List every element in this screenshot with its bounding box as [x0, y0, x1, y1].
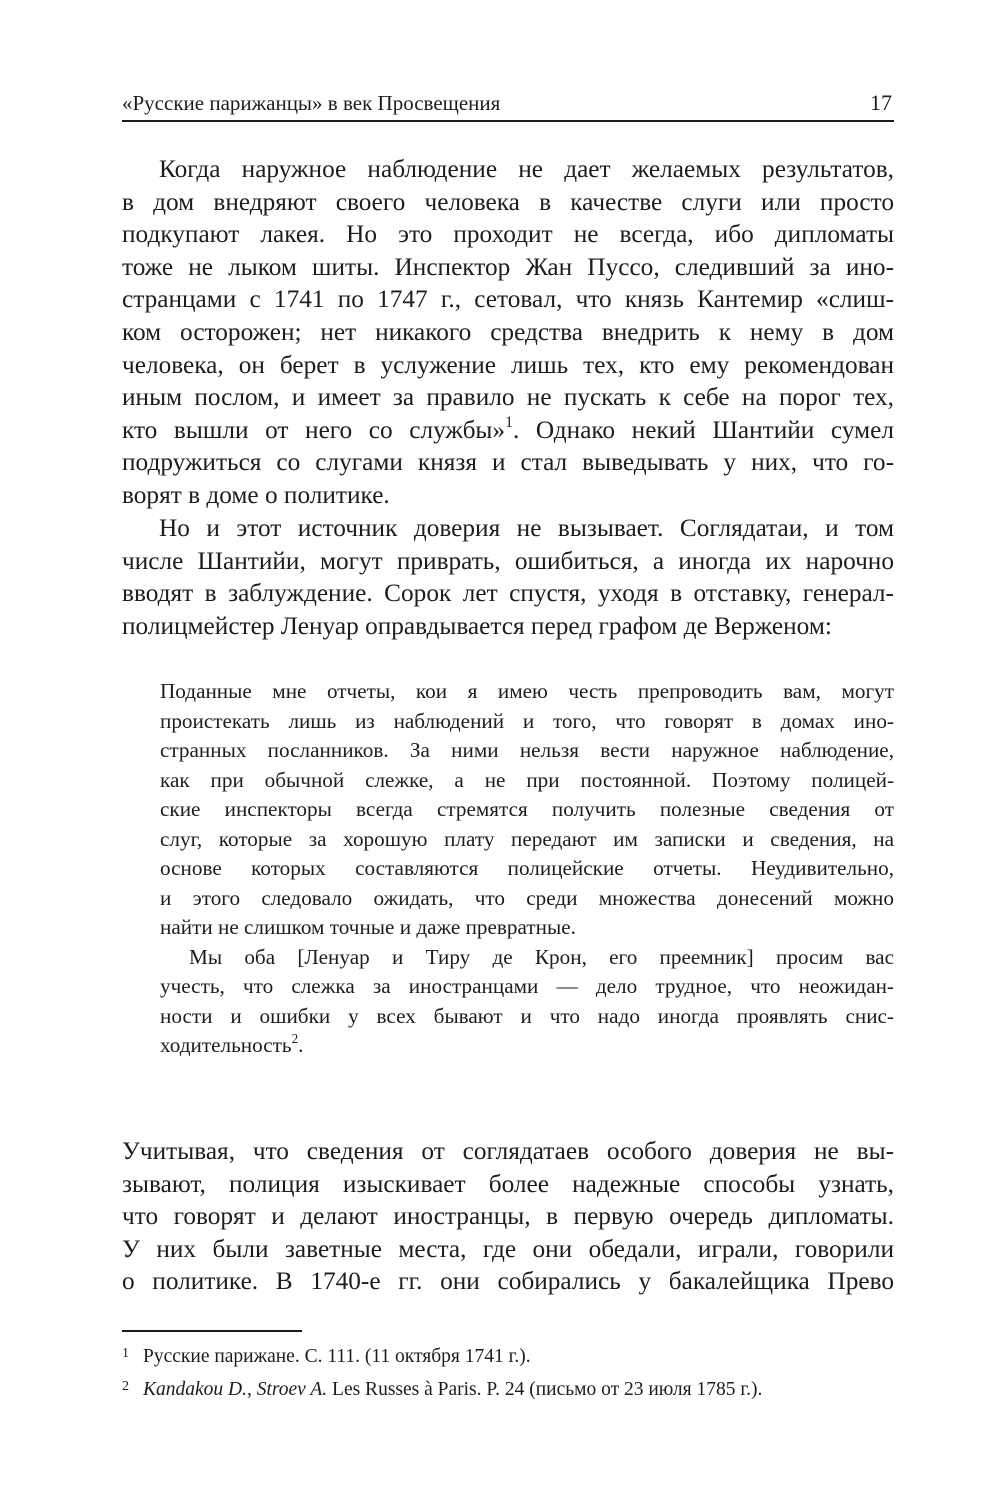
- text-line: странцами с 1741 по 1747 г., сетовал, что князь Кантемир «слиш-: [122, 285, 894, 314]
- running-title: «Русские парижанцы» в век Просвещения: [122, 91, 501, 115]
- quote-line: Мы оба [Ленуар и Тиру де Крон, его преемник] просим вас: [189, 944, 894, 969]
- text-line: ком осторожен; нет никакого средства внедрить к нему в дом: [122, 317, 894, 346]
- text-line: числе Шантийи, могут приврать, ошибиться, а иногда их нарочно: [122, 546, 894, 575]
- text-line: в дом внедряют своего человека в качестве слуги или просто: [122, 187, 894, 216]
- quote-line: основе которых составляются полицейские отчеты. Неудивительно,: [160, 856, 894, 880]
- text-line: зывают, полиция изыскивает более надежные способы узнать,: [122, 1169, 894, 1198]
- quote-paragraph-2: [160, 943, 894, 1061]
- quote-line: найти не слишком точные и даже превратные.: [160, 915, 576, 939]
- text-line: подружиться со слугами князя и стал выведывать у них, что го-: [122, 448, 894, 477]
- text-line: подкупают лакея. Но это проходит не всегда, ибо дипломаты: [122, 220, 894, 249]
- footnote-1: [122, 1341, 894, 1370]
- text-line-with-footnote-ref: кто вышли от него со службы»$^1$. Однако некий Шантийи сумел: [122, 413, 894, 444]
- footnote-authors: Kandakou D., Stroev A.: [143, 1379, 328, 1400]
- page-number: 17: [870, 90, 892, 115]
- footnote-2: [122, 1374, 894, 1403]
- footnote-text: Русские парижане. С. 111. (11 октября 1741 г.).: [143, 1346, 531, 1367]
- quote-line: слуг, которые за хорошую плату передают им записки и сведения, на: [160, 826, 894, 851]
- text-line: Когда наружное наблюдение не дает желаемых результатов,: [159, 155, 894, 183]
- text-line: Учитывая, что сведения от соглядатаев особого доверия не вы-: [122, 1137, 894, 1165]
- text-line: человека, он берет в услужение лишь тех, кто ему рекомендован: [122, 350, 894, 379]
- footnote-text: Les Russes à Paris. P. 24 (письмо от 23 июля 1785 г.).: [327, 1379, 763, 1400]
- text-line: иным послом, и имеет за правило не пускать к себе на порог тех,: [122, 383, 894, 412]
- quote-paragraph-1: [160, 677, 894, 943]
- footnote-ref-2: 2: [291, 1030, 299, 1046]
- quote-line: Поданные мне отчеты, кои я имею честь препроводить вам, могут: [160, 679, 894, 703]
- text-line: полицмейстер Ленуар оправдывается перед графом де Верженом:: [122, 611, 832, 640]
- quote-line: странных посланников. За ними нельзя вести наружное наблюдение,: [160, 738, 894, 762]
- quote-line: как при обычной слежке, а не при постоянной. Поэтому полицей-: [160, 767, 894, 792]
- quote-line: и этого следовало ожидать, что среди множества донесений можно: [160, 885, 894, 910]
- block-quote: [160, 677, 894, 1061]
- footnote-number: 2: [122, 1379, 129, 1394]
- footnote-number: 1: [122, 1346, 129, 1361]
- text-line: Но и этот источник доверия не вызывает. Соглядатаи, и том: [159, 514, 894, 542]
- quote-line: проистекать лишь из наблюдений и того, что говорят в домах ино-: [160, 708, 894, 733]
- quote-line: учесть, что слежка за иностранцами — дело трудное, что неожидан-: [160, 974, 894, 998]
- text-line: о политике. В 1740-е гг. они собирались у бакалейщика Прево: [122, 1267, 894, 1296]
- text-line: ворят в доме о политике.: [122, 480, 390, 509]
- quote-line: ности и ошибки у всех бывают и что надо иногда проявлять снис-: [160, 1003, 894, 1028]
- text-line: что говорят и делают иностранцы, в первую очередь дипломаты.: [122, 1202, 894, 1231]
- body-paragraph-2: [122, 512, 894, 642]
- body-paragraph-1: [122, 153, 894, 512]
- body-paragraph-3: [122, 1135, 894, 1298]
- running-header: [122, 86, 894, 122]
- quote-line: ские инспекторы всегда стремятся получить полезные сведения от: [160, 797, 894, 821]
- text-line: тоже не лыком шиты. Инспектор Жан Пуссо, следивший за ино-: [122, 252, 894, 281]
- text-line: вводят в заблуждение. Сорок лет спустя, уходя в отставку, генерал-: [122, 579, 894, 608]
- footnote-ref-1: 1: [505, 413, 513, 431]
- text-line: У них были заветные места, где они обедали, играли, говорили: [122, 1234, 894, 1263]
- quote-line-with-footnote-ref: ходительность$^2$.: [160, 1030, 304, 1057]
- footnote-divider: [122, 1330, 302, 1332]
